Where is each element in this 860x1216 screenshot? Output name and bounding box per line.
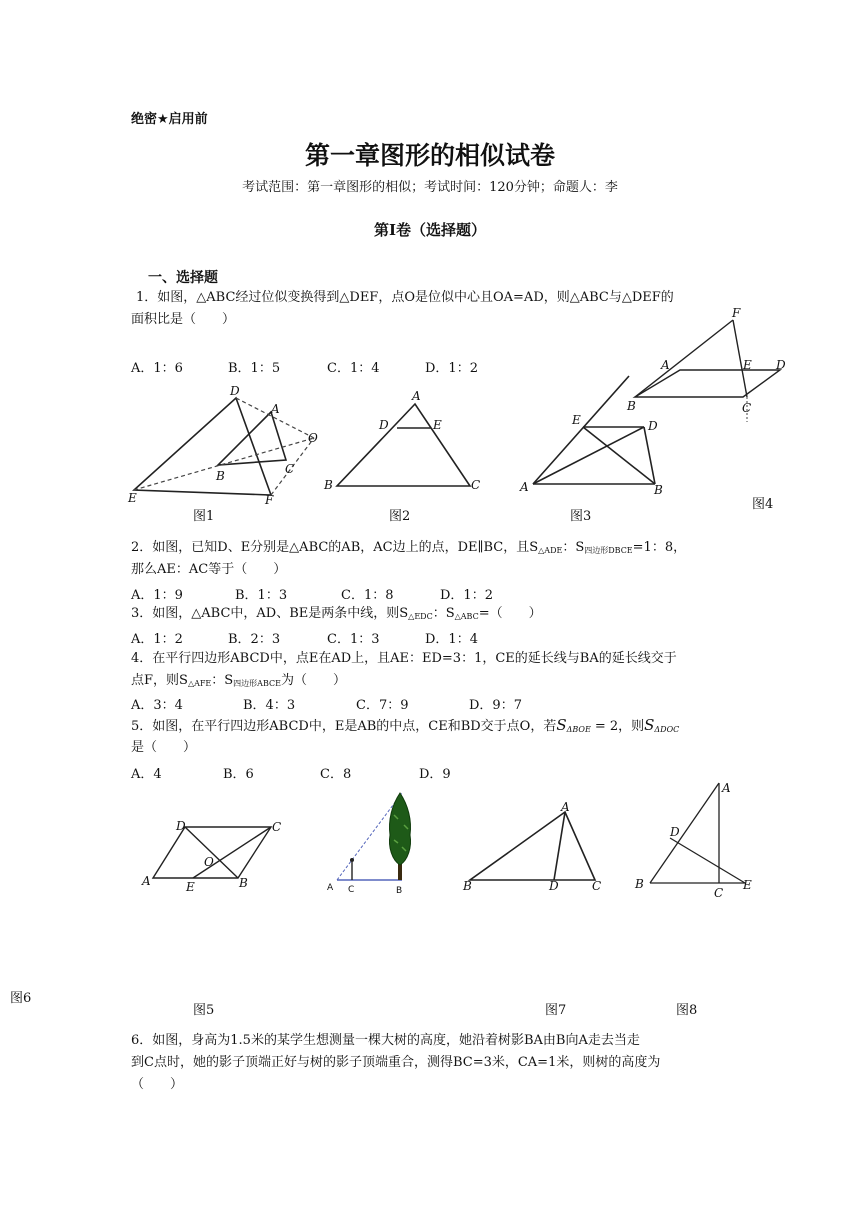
q2-line2: 那么AE：AC等于（ ）: [131, 562, 287, 577]
q2-sub-2: 四边形DBCE: [584, 546, 633, 555]
fig5-label-d: D: [176, 819, 186, 833]
fig4-label-f: F: [732, 306, 741, 320]
q3-line1: [131, 604, 542, 627]
volume-heading: 第I卷（选择题）: [373, 221, 487, 239]
figure-6: [322, 785, 422, 900]
q5-option-a: A．4: [131, 767, 162, 782]
fig6-label-c: C: [348, 885, 355, 895]
q2-option-a: A．1：9: [131, 588, 183, 603]
caption-fig8: 图8: [676, 1003, 698, 1018]
caption-fig2: 图2: [389, 509, 411, 524]
q5-sub-1: ΔBOE: [566, 725, 591, 734]
q1-line1: 1．如图，△ABC经过位似变换得到△DEF，点O是位似中心且OA=AD，则△ABC与△DEF的: [136, 290, 674, 305]
fig5-label-b: B: [239, 876, 248, 890]
q5-eq: = 2: [594, 719, 619, 734]
q4-line2: [131, 671, 346, 694]
fig3-label-e: E: [572, 413, 581, 427]
q2-option-c: C．1：8: [341, 588, 394, 603]
fig3-label-b: B: [654, 483, 663, 497]
fig1-label-a: A: [271, 402, 280, 416]
q3-option-a: A．1：2: [131, 632, 183, 647]
q5-s2: S: [644, 716, 655, 734]
q5-option-d: D．9: [419, 767, 451, 782]
q2-option-b: B．1：3: [235, 588, 288, 603]
q2-sub-1: △ADE: [538, 546, 563, 555]
q1-option-a: A．1：6: [131, 361, 183, 376]
fig7-label-d: D: [549, 879, 559, 893]
figure-4: [625, 304, 790, 424]
q5-line1: [131, 715, 679, 740]
fig2-label-c: C: [471, 478, 481, 492]
fig4-label-c: C: [742, 401, 752, 415]
figure-2: [320, 386, 490, 496]
q3-text-1: 3．如图，△ABC中，AD、BE是两条中线，则S: [131, 606, 409, 621]
fig5-label-e: E: [186, 880, 195, 894]
fig8-label-e: E: [743, 878, 752, 892]
q2-option-d: D．1：2: [440, 588, 493, 603]
fig2-label-b: B: [324, 478, 333, 492]
fig8-label-b: B: [635, 877, 644, 891]
fig1-label-o: O: [308, 431, 318, 445]
fig2-label-e: E: [433, 418, 442, 432]
fig4-label-a: A: [661, 358, 670, 372]
q4-sub-1: △AFE: [187, 679, 212, 688]
caption-fig4: 图4: [752, 497, 774, 512]
fig7-label-c: C: [592, 879, 602, 893]
q3-sub-1: △EDC: [408, 612, 433, 621]
section-heading: 一、选择题: [148, 270, 218, 286]
fig2-label-a: A: [412, 389, 421, 403]
fig1-label-b: B: [216, 469, 225, 483]
q2-text-2: ：S: [562, 540, 585, 555]
q5-s1: S: [556, 716, 567, 734]
secret-label: 绝密★启用前: [131, 112, 208, 127]
fig4-label-d: D: [776, 358, 786, 372]
fig6-label-a: A: [327, 883, 334, 893]
fig5-label-a: A: [142, 874, 151, 888]
fig3-label-a: A: [520, 480, 529, 494]
q3-option-b: B．2：3: [228, 632, 281, 647]
fig8-label-a: A: [722, 781, 731, 795]
q1-option-c: C．1：4: [327, 361, 380, 376]
q1-line2: 面积比是（ ）: [131, 312, 236, 327]
caption-fig7: 图7: [545, 1003, 567, 1018]
q3-text-3: =（ ）: [478, 606, 542, 621]
fig4-label-b: B: [627, 399, 636, 413]
q3-sub-2: △ABC: [454, 612, 479, 621]
q2-line1: [131, 538, 686, 561]
caption-fig6: 图6: [10, 991, 32, 1006]
figure-1: [126, 385, 326, 505]
q2-text-1: 2．如图，已知D、E分别是△ABC的AB，AC边上的点，DE∥BC，且S: [131, 540, 539, 555]
fig3-label-d: D: [648, 419, 658, 433]
fig2-label-d: D: [379, 418, 389, 432]
q6-line2: 到C点时，她的影子顶端正好与树的影子顶端重合，测得BC=3米，CA=1米，则树的高度为: [131, 1055, 661, 1070]
q4-sub-2: 四边形ABCE: [233, 679, 281, 688]
fig8-label-c: C: [714, 886, 724, 898]
fig5-label-o: O: [204, 855, 214, 869]
fig1-label-c: C: [285, 462, 295, 476]
fig5-label-c: C: [272, 820, 282, 834]
q4-text-3: 为（ ）: [280, 673, 346, 688]
fig1-label-e: E: [128, 491, 137, 505]
caption-fig3: 图3: [570, 509, 592, 524]
q5-option-b: B．6: [223, 767, 254, 782]
exam-info: 考试范围：第一章图形的相似；考试时间：120分钟；命题人：李: [242, 180, 618, 195]
q5-text-2: ，则: [618, 719, 645, 734]
fig1-label-f: F: [265, 493, 274, 505]
q3-option-c: C．1：3: [327, 632, 380, 647]
q6-line3: （ ）: [131, 1077, 184, 1092]
q2-text-3: =1：8，: [632, 540, 687, 555]
q5-line2: 是（ ）: [131, 740, 197, 755]
figure-7: [460, 798, 610, 893]
q5-text-1: 5．如图，在平行四边形ABCD中，E是AB的中点，CE和BD交于点O，若: [131, 719, 557, 734]
q4-option-c: C．7：9: [356, 698, 409, 713]
q1-option-b: B．1：5: [228, 361, 281, 376]
q4-option-d: D．9：7: [469, 698, 522, 713]
q3-option-d: D．1：4: [425, 632, 478, 647]
caption-fig1: 图1: [193, 509, 215, 524]
q4-text-2: ：S: [211, 673, 234, 688]
fig7-label-a: A: [561, 800, 570, 814]
q5-option-c: C．8: [320, 767, 352, 782]
page-title: 第一章图形的相似试卷: [304, 141, 555, 170]
q4-line1: 4．在平行四边形ABCD中，点E在AD上，且AE：ED=3：1，CE的延长线与BA的延长线交于: [131, 651, 677, 666]
q4-option-a: A．3：4: [131, 698, 183, 713]
q1-option-d: D．1：2: [425, 361, 478, 376]
fig7-label-b: B: [463, 879, 472, 893]
figure-8: [630, 778, 765, 898]
figure-5: [138, 815, 293, 895]
q3-text-2: ：S: [432, 606, 455, 621]
fig8-label-d: D: [670, 825, 680, 839]
fig1-label-d: D: [230, 385, 240, 398]
q5-sub-2: ΔDOC: [654, 725, 680, 734]
q4-text-1: 点F，则S: [131, 673, 188, 688]
q6-line1: 6．如图，身高为1.5米的某学生想测量一棵大树的高度，她沿着树影BA由B向A走去当走: [131, 1033, 640, 1048]
q4-option-b: B．4：3: [243, 698, 296, 713]
fig4-label-e: E: [743, 358, 752, 372]
caption-fig5: 图5: [193, 1003, 215, 1018]
fig6-label-b: B: [396, 886, 403, 896]
